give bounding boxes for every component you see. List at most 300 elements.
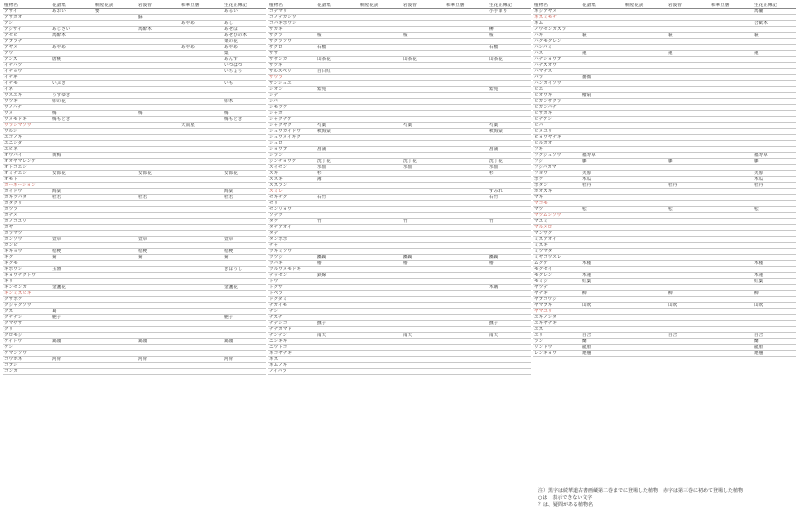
plant-name-cell: セリ <box>268 201 316 207</box>
source-name-cell: 柳 <box>667 291 710 297</box>
source-name-cell: 梅 <box>51 111 94 117</box>
plant-name-cell: エビネ <box>3 147 51 153</box>
note-line-3: ？は、疑問がある植物名 <box>538 502 594 508</box>
source-name-cell: いちょう <box>223 69 266 75</box>
plant-name-cell: ユキヤナギ <box>533 321 581 327</box>
source-name-cell: 石榴 <box>488 45 531 51</box>
source-name-cell: 百合 <box>667 333 710 339</box>
plant-name-cell: エゴノキ <box>3 135 51 141</box>
plant-name-cell: イチハツ <box>3 63 51 69</box>
plant-name-cell: ネジアヤメ <box>533 9 581 15</box>
plant-name-cell: アシ <box>3 21 51 27</box>
source-name-cell: 百日紅 <box>316 69 359 75</box>
plant-name-cell: ハギ <box>533 33 581 39</box>
plant-name-cell: サカキ <box>268 27 316 33</box>
plant-name-cell: オウバイ <box>3 153 51 159</box>
source-name-cell: 藤 <box>667 159 710 165</box>
source-name-cell <box>402 369 445 375</box>
source-name-cell: 龍胆 <box>753 345 796 351</box>
plant-name-cell: オオヤマレンゲ <box>3 159 51 165</box>
plant-name-cell: シュウカイドウ <box>268 129 316 135</box>
plant-name-cell: シュウメイギク <box>268 135 316 141</box>
source-name-cell: あおい <box>51 9 94 15</box>
source-name-cell: 梅もどき <box>51 117 94 123</box>
source-name-cell: 沈丁花 <box>402 159 445 165</box>
source-name-cell: 蘭 <box>581 339 624 345</box>
source-name-cell: 杜若 <box>223 195 266 201</box>
source-name-cell: 沈丁花 <box>488 159 531 165</box>
source-name-cell: 萱草 <box>223 237 266 243</box>
source-name-cell <box>359 369 402 375</box>
plant-name-cell: ウツギ <box>3 99 51 105</box>
plant-name-cell: ヤマユリ <box>533 309 581 315</box>
source-name-cell <box>137 369 180 375</box>
source-name-cell: 紅葉 <box>753 279 796 285</box>
plant-name-cell: ネムノキ <box>268 363 316 369</box>
plant-name-cell: センリョウ <box>268 207 316 213</box>
plant-name-cell: サワラ <box>268 75 316 81</box>
source-name-cell: 藤 <box>581 159 624 165</box>
source-name-cell: 桜 <box>488 33 531 39</box>
plant-name-cell: トクサ <box>268 285 316 291</box>
source-name-cell: 芙蓉 <box>581 171 624 177</box>
source-name-cell: 合歓木 <box>753 21 796 27</box>
plant-name-cell: サルスベリ <box>268 69 316 75</box>
source-name-cell <box>316 369 359 375</box>
source-name-cell: 芙蓉 <box>753 171 796 177</box>
table-block-2 <box>268 3 531 375</box>
plant-name-cell: フキ <box>533 147 581 153</box>
table-block-1 <box>3 3 266 375</box>
source-name-cell <box>223 369 266 375</box>
source-name-cell: 河骨 <box>137 357 180 363</box>
plant-name-cell: ネズ <box>268 357 316 363</box>
source-name-cell: 躑躅 <box>402 255 445 261</box>
source-name-cell: 金盞花 <box>223 285 266 291</box>
table-block-3 <box>533 3 796 357</box>
column-header: 生花正傳記 <box>753 3 796 9</box>
source-name-cell: 木槿 <box>753 261 796 267</box>
source-name-cell: あんず <box>223 57 266 63</box>
source-name-cell: 鶏頭 <box>51 339 94 345</box>
plant-name-cell: キョウチクトウ <box>3 273 51 279</box>
plant-name-cell: オミナエシ <box>3 171 51 177</box>
plant-name-cell: ドクダミ <box>268 297 316 303</box>
source-name-cell: 薄 <box>316 177 359 183</box>
plant-name-cell: ニシキギ <box>268 339 316 345</box>
source-name-cell: 粟 <box>223 51 266 57</box>
plant-name-cell: カタクリ <box>3 201 51 207</box>
source-name-cell: 椿 <box>316 261 359 267</box>
plant-name-cell: イネ <box>3 87 51 93</box>
source-name-cell: 梅 <box>223 111 266 117</box>
source-name-cell: 山茶花 <box>488 57 531 63</box>
source-name-cell: あやめ <box>180 45 223 51</box>
source-name-cell: 山茶花 <box>402 57 445 63</box>
column-header: 桐屋花訣 <box>624 3 667 9</box>
source-name-cell: あやめ <box>180 21 223 27</box>
plant-name-cell: ネコヤナギ <box>268 351 316 357</box>
source-name-cell: 菖蒲 <box>488 147 531 153</box>
plant-name-cell: シバ <box>268 99 316 105</box>
source-name-cell: 柳 <box>753 291 796 297</box>
plant-name-cell: リンドウ <box>533 345 581 351</box>
plant-name-cell: ウノハナ <box>3 105 51 111</box>
source-name-cell: 牡丹 <box>667 183 710 189</box>
plant-name-cell: アセビ <box>3 33 51 39</box>
source-name-cell: 撫子 <box>316 321 359 327</box>
source-name-cell <box>667 351 710 357</box>
plant-name-cell: アワ <box>3 51 51 57</box>
plant-name-cell: シオン <box>268 87 316 93</box>
source-name-cell: 玉簪 <box>51 267 94 273</box>
plant-name-cell: ミヤコワスレ <box>533 255 581 261</box>
source-name-cell: 木瓜 <box>753 177 796 183</box>
source-name-cell: 菖蒲 <box>316 147 359 153</box>
column-header: 和華旦膳 <box>180 3 223 9</box>
plant-name-cell: スミレ <box>268 189 316 195</box>
plant-name-cell: スイセン <box>268 165 316 171</box>
plant-name-cell: ソテツ <box>268 213 316 219</box>
table-row <box>3 369 266 375</box>
plant-name-cell: タデ <box>268 231 316 237</box>
source-name-cell: 石竹 <box>316 195 359 201</box>
source-name-cell: 山吹 <box>581 303 624 309</box>
plant-name-cell: キリ <box>3 279 51 285</box>
source-name-cell: 萱草 <box>51 237 94 243</box>
source-name-cell: 萩 <box>581 33 624 39</box>
plant-name-cell: ナナカマド <box>268 327 316 333</box>
plant-name-cell: モミジ <box>533 279 581 285</box>
source-name-cell: 木瓜 <box>581 177 624 183</box>
source-name-cell: ぎぼうし <box>223 267 266 273</box>
plant-name-cell: ヤブコウジ <box>533 297 581 303</box>
plant-name-cell: オトコエシ <box>3 165 51 171</box>
plant-table <box>268 3 531 375</box>
source-name-cell: 蘇 <box>137 15 180 21</box>
plant-name-cell: ケマンソウ <box>3 351 51 357</box>
plant-name-cell: アブラナ <box>3 39 51 45</box>
source-name-cell: 黄梅 <box>51 153 94 159</box>
source-name-cell: 卯の花 <box>51 99 94 105</box>
plant-name-cell: キンミズヒキ <box>3 291 51 297</box>
source-name-cell: いつはつ <box>223 63 266 69</box>
plant-name-cell: シモツケ <box>268 105 316 111</box>
plant-name-cell: アサイ <box>3 9 51 15</box>
plant-name-cell: ナンテン <box>268 333 316 339</box>
source-name-cell: 桔梗 <box>223 249 266 255</box>
plant-name-cell: フジ <box>533 159 581 165</box>
source-name-cell: 芍薬 <box>488 123 531 129</box>
plant-name-cell: キンセンカ <box>3 285 51 291</box>
plant-name-cell: ボケ <box>533 177 581 183</box>
source-name-cell: 南天 <box>316 333 359 339</box>
source-name-cell: 龍胆 <box>581 345 624 351</box>
source-name-cell: 柳 <box>581 291 624 297</box>
plant-name-cell: タケ <box>268 219 316 225</box>
column-header: 桐屋花訣 <box>359 3 402 9</box>
plant-name-cell: スズラン <box>268 183 316 189</box>
plant-name-cell: カキツバタ <box>3 195 51 201</box>
plant-name-cell: ヒバ <box>533 123 581 129</box>
plant-table <box>533 3 796 357</box>
source-name-cell: 萩 <box>667 33 710 39</box>
plant-name-cell: ナデシコ <box>268 321 316 327</box>
plant-name-cell: エニシダ <box>3 141 51 147</box>
plant-name-cell: ハマナス <box>533 69 581 75</box>
source-name-cell: 榊 <box>488 27 531 33</box>
column-header: 植物名 <box>268 3 316 9</box>
plant-name-cell: ケシ <box>3 345 51 351</box>
column-header: 生花正傳記 <box>223 3 266 9</box>
source-name-cell: 藤 <box>753 159 796 165</box>
legend-notes <box>538 488 796 509</box>
plant-name-cell: ヒガンバナ <box>533 105 581 111</box>
source-name-cell <box>445 369 488 375</box>
plant-name-cell: アヤメ <box>3 45 51 51</box>
plant-name-cell: トベラ <box>268 291 316 297</box>
column-header: 和華旦膳 <box>445 3 488 9</box>
plant-name-cell: フヨウ <box>533 171 581 177</box>
plant-name-cell: ウスユキ <box>3 93 51 99</box>
plant-name-table <box>3 3 797 375</box>
source-name-cell: 天南星 <box>180 123 223 129</box>
plant-name-cell: シラン <box>268 153 316 159</box>
source-name-cell <box>488 369 531 375</box>
table-row <box>268 369 531 375</box>
plant-name-cell: カノコユリ <box>3 219 51 225</box>
plant-name-cell: マコモ <box>533 201 581 207</box>
plant-name-cell: ユズ <box>533 327 581 333</box>
plant-name-cell: ハシバミ <box>533 45 581 51</box>
plant-name-cell: ヤマブキ <box>533 303 581 309</box>
source-name-cell: 椿 <box>488 261 531 267</box>
source-name-cell: 福寿草 <box>581 153 624 159</box>
source-name-cell: 躑躅 <box>488 255 531 261</box>
plant-name-cell: ガンピ <box>3 243 51 249</box>
table-blocks <box>3 3 797 375</box>
plant-name-cell: ショウブ <box>268 147 316 153</box>
source-name-cell: 牡丹 <box>753 183 796 189</box>
plant-name-cell: ヤナギ <box>533 291 581 297</box>
plant-name-cell: ゴンカ <box>3 369 51 375</box>
plant-name-cell: シャクナゲ <box>268 117 316 123</box>
plant-name-cell: ミズキ <box>533 243 581 249</box>
column-header: 和華旦膳 <box>710 3 753 9</box>
source-name-cell: 松 <box>753 207 796 213</box>
source-name-cell: 躑躅 <box>316 255 359 261</box>
source-name-cell: 女郎花 <box>137 171 180 177</box>
plant-name-cell: カツラ <box>3 207 51 213</box>
plant-table <box>3 3 266 375</box>
plant-name-cell: クチナシ <box>3 315 51 321</box>
column-header: 花譜集 <box>581 3 624 9</box>
column-header: 花譜集 <box>316 3 359 9</box>
plant-name-cell: ユリ <box>533 333 581 339</box>
source-name-cell: 水仙 <box>316 165 359 171</box>
source-name-cell: 鉄線 <box>316 273 359 279</box>
source-name-cell: いぶき <box>51 81 94 87</box>
plant-name-cell: トウ <box>268 279 316 285</box>
plant-name-cell: マキ <box>533 195 581 201</box>
source-name-cell: 桔梗 <box>51 249 94 255</box>
plant-name-cell: カンゾウ <box>3 237 51 243</box>
plant-name-cell: レンギョウ <box>533 351 581 357</box>
source-name-cell: 梅もどき <box>223 117 266 123</box>
column-header: 生花正傳記 <box>488 3 531 9</box>
source-name-cell: 蓮 <box>753 51 796 57</box>
column-header: 岩波曾 <box>402 3 445 9</box>
source-name-cell: 百合 <box>581 333 624 339</box>
source-name-cell: 連翹 <box>581 351 624 357</box>
plant-name-cell: ニワトコ <box>268 345 316 351</box>
source-name-cell: 南天 <box>488 333 531 339</box>
source-name-cell: 水仙 <box>488 165 531 171</box>
plant-name-cell: ウラシマソウ <box>3 123 51 129</box>
source-name-cell: 梔子 <box>223 315 266 321</box>
plant-name-cell: カナメ <box>3 213 51 219</box>
plant-name-cell: ヒルガオ <box>533 141 581 147</box>
source-name-cell: 紫苑 <box>488 87 531 93</box>
plant-name-cell: カイドウ <box>3 189 51 195</box>
plant-name-cell: ナシ <box>268 309 316 315</box>
source-name-cell: 女郎花 <box>223 171 266 177</box>
plant-name-cell: コウホネ <box>3 357 51 363</box>
source-name-cell: 連翹 <box>753 351 796 357</box>
column-header: 桐屋花訣 <box>94 3 137 9</box>
source-name-cell: 水仙 <box>402 165 445 171</box>
plant-name-cell: シュロ <box>268 141 316 147</box>
plant-name-cell: タチアオイ <box>268 225 316 231</box>
plant-name-cell: カヤ <box>3 225 51 231</box>
source-name-cell: すみれ <box>488 189 531 195</box>
plant-name-cell: ハナショウブ <box>533 57 581 63</box>
source-name-cell: 女郎花 <box>51 171 94 177</box>
source-name-cell: 杉 <box>316 171 359 177</box>
source-name-cell: 海棠 <box>51 189 94 195</box>
plant-name-cell: ジンチョウゲ <box>268 159 316 165</box>
source-name-cell: 秋海棠 <box>316 129 359 135</box>
plant-name-cell: クジャクソウ <box>3 303 51 309</box>
source-name-cell: 鶏頭 <box>223 339 266 345</box>
plant-name-cell: ビョウヤナギ <box>533 135 581 141</box>
plant-name-cell: マユミ <box>533 219 581 225</box>
plant-name-cell: ハンカイソウ <box>533 81 581 87</box>
source-name-cell: 馬酔木 <box>51 33 94 39</box>
plant-name-cell: ヒオウギ <box>533 93 581 99</box>
source-name-cell <box>94 369 137 375</box>
source-name-cell: 萩 <box>753 33 796 39</box>
source-name-cell: 木蓮 <box>581 273 624 279</box>
plant-name-cell: サクラソウ <box>268 39 316 45</box>
source-name-cell <box>51 369 94 375</box>
plant-name-cell: フクジュソウ <box>533 153 581 159</box>
source-name-cell: あせびの木 <box>223 33 266 39</box>
source-name-cell: 河骨 <box>223 357 266 363</box>
plant-name-cell: サクラ <box>268 33 316 39</box>
source-name-cell: 梔子 <box>51 315 94 321</box>
plant-name-cell: イチモ <box>3 81 51 87</box>
plant-name-cell: ハクモクレン <box>533 39 581 45</box>
source-name-cell: 木槿 <box>581 261 624 267</box>
plant-name-cell: ボタン <box>533 183 581 189</box>
plant-name-cell: シデ <box>268 93 316 99</box>
source-name-cell: 杜若 <box>51 195 94 201</box>
plant-name-cell: イチョウ <box>3 69 51 75</box>
plant-name-cell: ヒナゲシ <box>533 117 581 123</box>
source-name-cell: 薔薇 <box>581 75 624 81</box>
plant-name-cell: サツキ <box>268 63 316 69</box>
source-name-cell: あせぼ <box>223 27 266 33</box>
source-name-cell: あやめ <box>223 45 266 51</box>
plant-name-cell: コブシ <box>3 363 51 369</box>
source-name-cell: 椿 <box>402 261 445 267</box>
plant-name-cell: キク <box>3 255 51 261</box>
plant-name-cell: テッセン <box>268 273 316 279</box>
source-name-cell: 石竹 <box>488 195 531 201</box>
plant-name-cell: キクモ <box>3 261 51 267</box>
plant-name-cell: ナガイモ <box>268 303 316 309</box>
source-name-cell: 杜若 <box>137 195 180 201</box>
plant-name-cell: クロモジ <box>3 333 51 339</box>
plant-name-cell: マツムシソウ <box>533 213 581 219</box>
column-header: 植物名 <box>533 3 581 9</box>
plant-name-cell: ハス <box>533 51 581 57</box>
source-name-cell: あじさい <box>51 27 94 33</box>
plant-name-cell: マツ <box>533 207 581 213</box>
source-name-cell: 蘭 <box>753 339 796 345</box>
column-header: 花譜集 <box>51 3 94 9</box>
plant-name-cell: ホオズキ <box>533 189 581 195</box>
source-name-cell: 木蓮 <box>753 273 796 279</box>
plant-name-cell: ウメ <box>3 111 51 117</box>
source-name-cell <box>624 351 667 357</box>
source-name-cell: 芍薬 <box>402 123 445 129</box>
source-name-cell: 山吹 <box>667 303 710 309</box>
source-name-cell: 菊 <box>51 255 94 261</box>
source-name-cell: 松 <box>581 207 624 213</box>
source-name-cell: 杉 <box>488 171 531 177</box>
plant-name-cell: フジバカマ <box>533 165 581 171</box>
plant-name-cell: ギボウシ <box>3 267 51 273</box>
note-line-2: ○は 表示できない文字 <box>538 495 593 501</box>
plant-name-cell: ヒガンザクラ <box>533 99 581 105</box>
source-name-cell: 菊 <box>223 255 266 261</box>
plant-name-cell: コノテガシワ <box>268 15 316 21</box>
source-name-cell: 撫子 <box>488 321 531 327</box>
plant-name-cell: ヒサカキ <box>533 111 581 117</box>
source-name-cell: 桜 <box>402 33 445 39</box>
plant-name-cell: アサガオ <box>3 15 51 21</box>
plant-name-cell: クズ <box>3 309 51 315</box>
plant-name-cell: ミツマタ <box>533 249 581 255</box>
source-name-cell: 蓮 <box>581 51 624 57</box>
source-name-cell: 鶏頭 <box>137 339 180 345</box>
source-name-cell: 葛 <box>51 309 94 315</box>
source-name-cell: 松 <box>667 207 710 213</box>
plant-name-cell: オモト <box>3 177 51 183</box>
plant-name-cell: シャクヤク <box>268 123 316 129</box>
plant-name-cell: ケイトウ <box>3 339 51 345</box>
plant-name-cell: ツルウメモドキ <box>268 267 316 273</box>
plant-name-cell: シャガ <box>268 111 316 117</box>
plant-name-cell: サザンカ <box>268 57 316 63</box>
plant-name-cell: ザクロ <box>268 45 316 51</box>
source-name-cell: 竹 <box>488 219 531 225</box>
plant-name-cell: ツツジ <box>268 255 316 261</box>
source-name-cell <box>710 351 753 357</box>
source-name-cell: 海棠 <box>223 189 266 195</box>
